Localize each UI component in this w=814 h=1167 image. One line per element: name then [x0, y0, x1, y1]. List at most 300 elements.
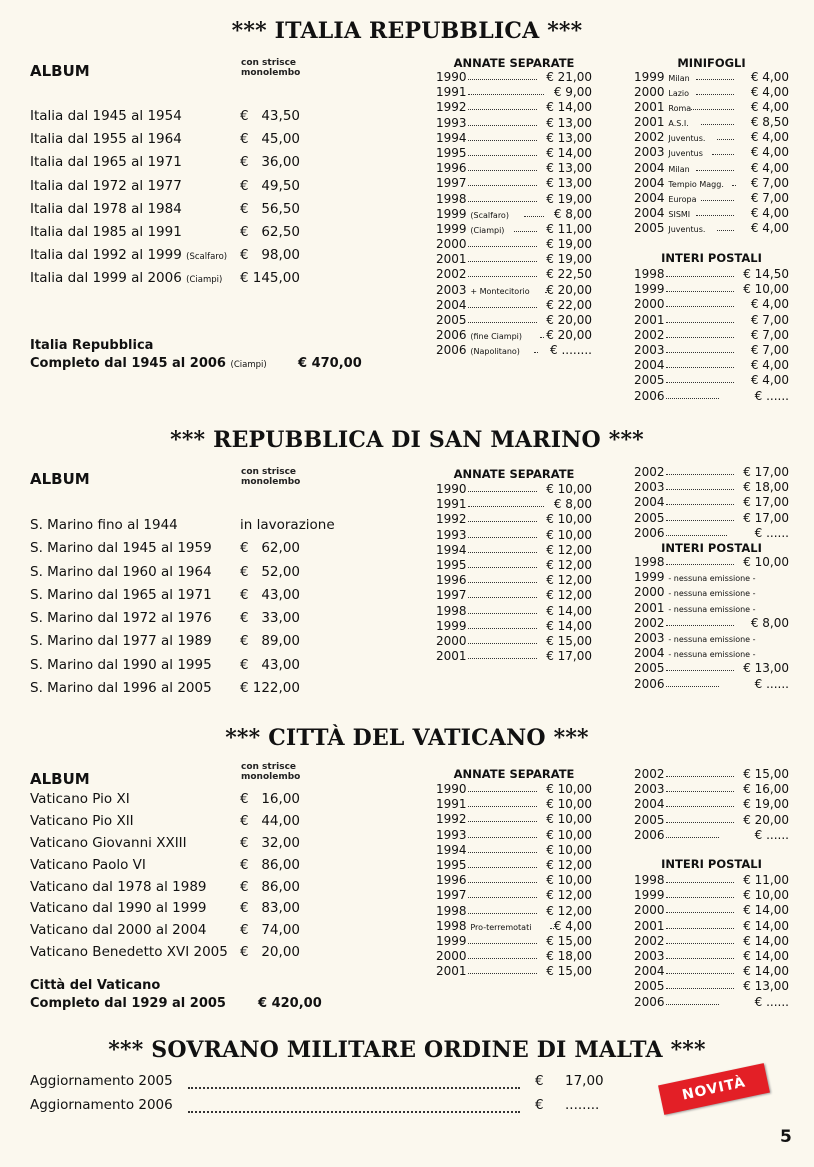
album-title: Vaticano Paolo VI: [30, 856, 146, 873]
album-price: 32,00: [261, 834, 300, 851]
year-label: [634, 343, 665, 357]
album-price: 62,00: [261, 540, 300, 557]
year: 2003: [634, 480, 665, 495]
price: € 10,00: [546, 482, 592, 496]
year-label: [436, 528, 467, 542]
year: 1997: [436, 588, 467, 603]
year-label: [436, 482, 467, 496]
leader-dots: [666, 291, 734, 292]
year: 2004: [634, 646, 665, 661]
year-note: - nessuna emissione -: [668, 604, 756, 614]
album-name: [30, 540, 212, 556]
price-row: [436, 100, 592, 115]
price: € 12,00: [546, 903, 592, 918]
album-row: [30, 564, 430, 587]
leader-dots: [666, 988, 734, 989]
year-label: [436, 328, 522, 342]
leader-dots: [468, 567, 537, 568]
year: 2004: [634, 964, 665, 979]
year: 1996: [436, 573, 467, 588]
album-name: [30, 270, 222, 286]
year-label: [634, 601, 756, 615]
album-name: [30, 564, 212, 580]
year: 1999: [436, 933, 467, 948]
year: 2004: [634, 160, 665, 175]
year: 2003: [634, 145, 665, 160]
price: € ......: [754, 827, 789, 842]
price: € 14,50: [743, 267, 789, 281]
year-label: [634, 282, 665, 296]
year: 2004: [436, 297, 467, 312]
album-title: Vaticano dal 1978 al 1989: [30, 878, 207, 895]
price: € 13,00: [546, 115, 592, 130]
album-row: [30, 813, 430, 835]
total-price: € 470,00: [298, 356, 362, 371]
album-title: Vaticano Pio XI: [30, 791, 130, 807]
price: € 18,00: [743, 480, 789, 495]
price-row: [436, 192, 592, 207]
leader-dots: [696, 94, 734, 95]
interi-header: INTERI POSTALI: [661, 857, 762, 871]
year-label: [436, 604, 467, 618]
price: € 7,00: [750, 190, 789, 205]
price: € 19,00: [743, 797, 789, 812]
year: 2003: [634, 630, 665, 645]
year: 2006: [436, 328, 467, 343]
leader-dots: [666, 822, 734, 823]
price-row: [436, 176, 592, 191]
year-note: Milan: [668, 74, 690, 83]
price-row: [436, 782, 592, 797]
year: 2004: [634, 205, 665, 220]
album-header: ALBUM: [30, 62, 90, 80]
album-name: [30, 791, 130, 807]
album-note: (Scalfaro): [186, 252, 228, 263]
price: € 11,00: [546, 221, 592, 236]
price-row: [634, 601, 789, 616]
leader-dots: [666, 791, 734, 792]
price-row: [634, 130, 789, 145]
price: € 12,00: [546, 888, 592, 903]
year-label: [634, 328, 665, 342]
price-row: [436, 146, 592, 161]
year: 1992: [436, 812, 467, 827]
leader-dots: [468, 94, 544, 95]
price: € 20,00: [546, 328, 592, 343]
section-title-sanmarino: *** REPUBBLICA DI SAN MARINO ***: [170, 427, 644, 453]
album-price: 44,00: [261, 812, 300, 829]
album-title: Italia dal 1965 al 1971: [30, 154, 182, 171]
price-row: [436, 222, 592, 237]
price-row: [436, 131, 592, 146]
price-row: [436, 558, 592, 573]
album-name: [30, 224, 182, 240]
price-row: [436, 904, 592, 919]
euro-sign: €: [240, 633, 249, 650]
year: 2002: [634, 933, 665, 948]
album-row: [30, 922, 430, 944]
album-name: [30, 154, 182, 170]
price-row: [634, 389, 789, 404]
year: 1997: [436, 176, 467, 191]
price: € 7,00: [750, 312, 789, 327]
leader-dots: [468, 943, 537, 944]
album-list: [30, 108, 430, 294]
price: € 14,00: [546, 145, 592, 160]
year: 2004: [634, 797, 665, 812]
album-row: [30, 657, 430, 680]
album-price: 145,00: [252, 270, 300, 287]
year: 2003: [634, 782, 665, 797]
price: € 10,00: [546, 812, 592, 827]
leader-dots: [666, 520, 734, 521]
year: 1998: [436, 903, 467, 918]
album-row: [30, 680, 430, 703]
year: 1990: [436, 70, 467, 84]
year: 2005: [436, 313, 467, 327]
price-row: [634, 221, 789, 236]
price-row: [634, 888, 789, 903]
malta-row: Aggiornamento 2005 € 17,00: [30, 1073, 604, 1089]
year-label: [436, 497, 467, 511]
euro-sign: €: [240, 247, 249, 264]
year: 1993: [436, 527, 467, 542]
year: 1995: [436, 145, 467, 160]
album-name: [30, 922, 207, 938]
album-price: 52,00: [261, 563, 300, 580]
euro-sign: €: [240, 878, 249, 895]
album-name: [30, 108, 182, 124]
price-row: [436, 116, 592, 131]
year-label: [634, 495, 665, 509]
year: 2000: [436, 237, 467, 252]
minifogli-header: MINIFOGLI: [677, 56, 746, 70]
price-row: [634, 267, 789, 282]
year-label: [634, 767, 665, 781]
leader-dots: [666, 489, 734, 490]
year-label: [436, 192, 467, 206]
year: 2001: [436, 964, 467, 979]
price-row: [634, 526, 789, 541]
year: 1993: [436, 115, 467, 130]
price: € 10,00: [546, 797, 592, 812]
leader-dots: [666, 564, 734, 565]
year: 2000: [436, 633, 467, 648]
price: € 18,00: [546, 949, 592, 964]
price: € 14,00: [743, 933, 789, 948]
leader-dots: [468, 958, 537, 959]
price: € 10,00: [743, 888, 789, 903]
year: 1998: [436, 603, 467, 618]
leader-dots: [696, 79, 734, 80]
strisce-label: con strisce monolembo: [241, 762, 301, 782]
year-label: [436, 313, 467, 327]
price-row: [436, 588, 592, 603]
price: € ......: [754, 676, 789, 691]
price: € 15,00: [743, 767, 789, 781]
year-label: [634, 934, 665, 948]
price-row: [634, 995, 789, 1010]
year-label: [634, 828, 665, 842]
leader-dots: [514, 231, 537, 232]
price-row: [436, 573, 592, 588]
price: € 9,00: [553, 85, 592, 100]
year-note: - nessuna emissione -: [668, 574, 756, 584]
year: 1993: [436, 827, 467, 842]
leader-dots: [468, 276, 537, 277]
leader-dots: [732, 185, 736, 186]
year: 2002: [634, 327, 665, 342]
year: 2001: [634, 115, 665, 130]
price-row: [436, 634, 592, 649]
year-label: [436, 146, 467, 160]
year-label: [436, 161, 467, 175]
album-name: [30, 657, 212, 673]
euro-sign: €: [240, 200, 249, 217]
album-title: Vaticano dal 1990 al 1999: [30, 900, 207, 917]
leader-dots: [717, 139, 734, 140]
price: € 16,00: [743, 782, 789, 797]
price: € 20,00: [546, 313, 592, 327]
price-row: [634, 555, 789, 570]
album-title: S. Marino dal 1996 al 2005: [30, 680, 212, 697]
year-note: Juventus.: [668, 134, 706, 144]
year-label: [634, 85, 689, 99]
year-label: [436, 904, 467, 918]
leader-dots: [468, 613, 537, 614]
price-row: [634, 282, 789, 297]
leader-dots: [468, 537, 537, 538]
price: € 13,00: [743, 979, 789, 994]
year-label: [634, 267, 665, 281]
euro-sign: €: [240, 270, 249, 287]
year: 2001: [436, 649, 467, 664]
price-row: [634, 161, 789, 176]
price: € 17,00: [546, 649, 592, 664]
leader-dots: [468, 521, 537, 522]
album-name: [30, 633, 212, 649]
leader-dots: [691, 109, 734, 110]
album-title: S. Marino dal 1977 al 1989: [30, 633, 212, 650]
year: 2005: [634, 510, 665, 525]
year-label: [634, 813, 665, 827]
year: 2000: [634, 585, 665, 600]
year-label: [634, 130, 705, 144]
leader-dots: [666, 882, 734, 883]
price-row: [436, 964, 592, 979]
leader-dots: [468, 552, 537, 553]
year: 2002: [634, 465, 665, 479]
interi-header: INTERI POSTALI: [661, 541, 762, 555]
album-title: Italia dal 1999 al 2006: [30, 270, 182, 287]
year: 1991: [436, 497, 467, 512]
price-row: [634, 70, 789, 85]
price-row: [634, 949, 789, 964]
leader-dots: [666, 367, 734, 368]
year: 1994: [436, 542, 467, 557]
price-row: [436, 207, 592, 222]
euro-sign: €: [240, 610, 249, 627]
leader-dots: [468, 973, 537, 974]
price-row: [634, 934, 789, 949]
year-note: Roma: [668, 104, 692, 114]
year-note: Juventus: [668, 149, 703, 159]
year-note: SISMI: [668, 209, 691, 219]
price: € 8,00: [750, 615, 789, 630]
year-label: [634, 221, 705, 235]
price: € 8,50: [750, 115, 789, 130]
album-status: in lavorazione: [240, 517, 335, 533]
album-price: 20,00: [261, 944, 300, 961]
year: 2006: [634, 525, 665, 540]
album-name: [30, 178, 182, 194]
interi-list: [634, 267, 789, 404]
year: 1999: [436, 618, 467, 633]
euro-sign: €: [240, 131, 249, 148]
album-row: [30, 879, 430, 901]
year-note: A.S.I.: [668, 119, 689, 129]
year-label: [634, 526, 665, 540]
leader-dots: [468, 506, 544, 507]
price: € 10,00: [546, 873, 592, 888]
year-label: [634, 979, 665, 993]
year-label: [634, 115, 689, 129]
album-name: [30, 587, 212, 603]
leader-dots: [666, 382, 734, 383]
year: 2006: [634, 827, 665, 842]
year-label: [436, 116, 467, 130]
year: 2000: [436, 949, 467, 964]
year: 2006: [436, 343, 467, 358]
price-row: [436, 528, 592, 543]
album-name: [30, 813, 134, 829]
album-title: Italia dal 1985 al 1991: [30, 223, 182, 240]
price-row: [634, 313, 789, 328]
album-title: Vaticano Pio XII: [30, 812, 134, 829]
album-name: [30, 517, 178, 533]
album-title: S. Marino dal 1960 al 1964: [30, 563, 212, 580]
price: € 14,00: [546, 618, 592, 633]
leader-dots: [701, 200, 734, 201]
album-name: [30, 680, 212, 696]
year-label: [436, 873, 467, 887]
price: € 4,00: [750, 145, 789, 160]
price-row: [436, 497, 592, 512]
year-label: [634, 782, 665, 796]
album-row: [30, 587, 430, 610]
euro-sign: €: [240, 812, 249, 829]
leader-dots: [468, 913, 537, 914]
year-note: Milan: [668, 164, 690, 174]
year: 1994: [436, 842, 467, 857]
leader-dots: [666, 806, 734, 807]
year: 2001: [634, 100, 665, 115]
year-note: Pro-terremotati: [470, 922, 532, 932]
euro-sign: €: [240, 680, 249, 697]
year-label: [436, 797, 467, 811]
price-row: [436, 604, 592, 619]
price: € 4,00: [750, 205, 789, 220]
price-row: [436, 313, 592, 328]
album-title: Italia dal 1992 al 1999: [30, 247, 182, 264]
album-price: 43,00: [261, 656, 300, 673]
leader-dots: [696, 215, 734, 216]
price: € 4,00: [750, 297, 789, 312]
album-title: S. Marino dal 1965 al 1971: [30, 586, 212, 603]
price: € 15,00: [546, 933, 592, 948]
year-label: [436, 858, 467, 872]
year-label: [436, 558, 467, 572]
price: € ......: [754, 525, 789, 540]
page-number: 5: [780, 1127, 792, 1147]
album-price: 43,50: [261, 108, 300, 124]
price: € 10,00: [546, 527, 592, 542]
album-row: [30, 178, 430, 201]
year-note: Europa: [668, 194, 697, 204]
year: 1999: [634, 70, 665, 84]
section-title-vaticano: *** CITTÀ DEL VATICANO ***: [225, 725, 589, 751]
year: 1991: [436, 797, 467, 812]
year-note: (Napolitano): [470, 347, 520, 357]
price-row: [634, 511, 789, 526]
euro-sign: €: [240, 563, 249, 580]
leader-dots: [666, 1004, 719, 1005]
total-label: Città del Vaticano: [30, 978, 161, 993]
leader-dots: [468, 597, 537, 598]
euro-sign: €: [240, 223, 249, 240]
price-row: [436, 328, 592, 343]
album-title: Vaticano Benedetto XVI 2005: [30, 944, 228, 961]
price-row: [436, 70, 592, 85]
price-row: [634, 616, 789, 631]
total-line: Completo dal 1929 al 2005: [30, 996, 226, 1011]
price-row: [436, 949, 592, 964]
album-title: S. Marino dal 1990 al 1995: [30, 656, 212, 673]
strisce-label: con strisce monolembo: [241, 467, 301, 487]
price-row: [436, 797, 592, 812]
album-title: Italia dal 1955 al 1964: [30, 131, 182, 148]
price-row: [436, 934, 592, 949]
price-row: [634, 373, 789, 388]
year-label: [634, 949, 665, 963]
year: 1999: [436, 221, 467, 236]
price: € 14,00: [546, 100, 592, 115]
price-row: [436, 843, 592, 858]
euro-sign: €: [240, 586, 249, 603]
album-row: [30, 633, 430, 656]
leader-dots: [468, 837, 537, 838]
price: € 10,00: [743, 555, 789, 569]
price: € 13,00: [546, 130, 592, 145]
price: € 12,00: [546, 588, 592, 603]
year: 1995: [436, 557, 467, 572]
year-label: [436, 207, 509, 221]
price: € 10,00: [546, 512, 592, 527]
price-row: [634, 480, 789, 495]
album-row: [30, 835, 430, 857]
album-row: [30, 154, 430, 177]
year-note: - nessuna emissione -: [668, 589, 756, 599]
leader-dots: [666, 897, 734, 898]
malta-row: Aggiornamento 2006 € ........: [30, 1097, 600, 1113]
year-label: [634, 389, 665, 403]
price: € 17,00: [743, 495, 789, 510]
price-row: [436, 649, 592, 664]
year-label: [634, 145, 703, 159]
year-label: [634, 677, 665, 691]
year: 1990: [436, 482, 467, 496]
year: 2000: [634, 297, 665, 312]
